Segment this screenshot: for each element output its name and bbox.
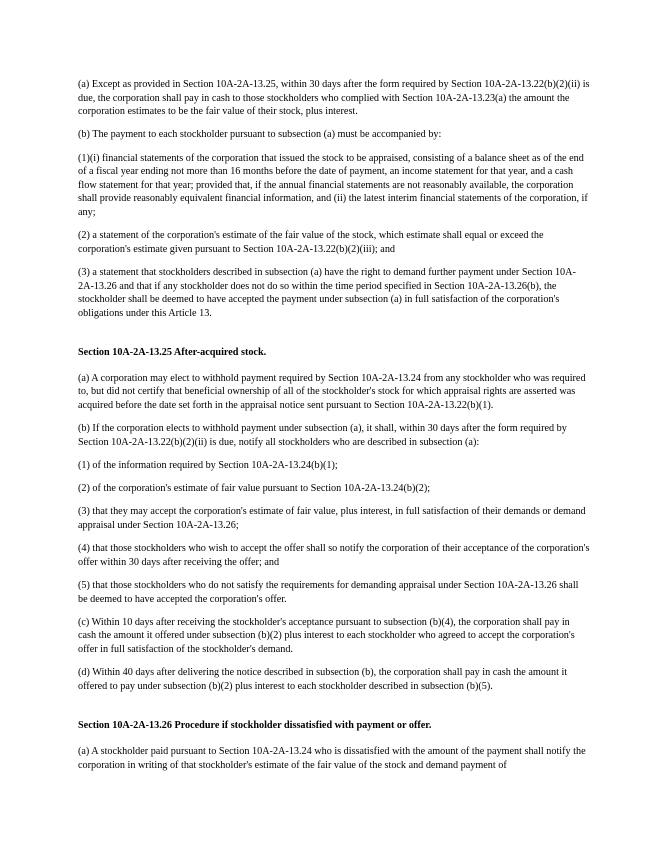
paragraph-b3: (3) a statement that stockholders described in subsection (a) have the right to demand further payment under Section 10A-2A-13.26 and that if any stockholder does not do so within the time period specified in Section 10A-2A-13.26(b), the stockholder shall be deemed to have accepted the payment under subsection (a) in full satisfaction of the corporation's obligations under this Article 13. bbox=[78, 266, 576, 319]
section-13-25-paragraph-d: (d) Within 40 days after delivering the notice described in subsection (b), the corporation shall pay in cash the amount it offered to pay under subsection (b)(2) plus interest to each stockholder described in subsection (b)(5). bbox=[78, 667, 568, 692]
document-page bbox=[78, 78, 590, 782]
section-heading-13-26: Section 10A-2A-13.26 Procedure if stockholder dissatisfied with payment or offer. bbox=[78, 720, 432, 732]
section-13-25-paragraph-b2: (2) of the corporation's estimate of fair value pursuant to Section 10A-2A-13.24(b)(2); bbox=[78, 483, 431, 495]
section-13-25-paragraph-b5: (5) that those stockholders who do not satisfy the requirements for demanding appraisal under Section 10A-2A-13.26 shall be deemed to have accepted the corporation's offer. bbox=[78, 579, 579, 605]
paragraph-a: (a) Except as provided in Section 10A-2A-13.25, within 30 days after the form required by Section 10A-2A-13.22(b)(2)(ii) is due, the corporation shall pay in cash to those stockholders who complied with Section 10A-2A-13.23(a) the amount the corporation estimates to be the fair value of their stock, plus interest. bbox=[78, 79, 590, 118]
paragraph-b1: (1)(i) financial statements of the corporation that issued the stock to be appraised, consisting of a balance sheet as of the end of a fiscal year ending not more than 16 months before the date of payment, an income statement for that year, and a cash flow statement for that year; provided that, if the annual financial statements are not reasonably available, the corporation shall provide reasonably equivalent financial information, and (ii) the latest interim financial statements of the corporation, if any; bbox=[78, 152, 588, 218]
section-13-25-paragraph-c: (c) Within 10 days after receiving the stockholder's acceptance pursuant to subsection (b)(4), the corporation shall pay in cash the amount it offered under subsection (b)(2) plus interest to each stockholder who agreed to accept the corporation's offer in full satisfaction of the stockholder's demand. bbox=[78, 616, 575, 655]
paragraph-b: (b) The payment to each stockholder pursuant to subsection (a) must be accompanied by: bbox=[78, 129, 442, 141]
section-13-26-paragraph-a: (a) A stockholder paid pursuant to Section 10A-2A-13.24 who is dissatisfied with the amount of the payment shall notify the corporation in writing of that stockholder's estimate of the fair value of the stock and demand payment of bbox=[78, 745, 586, 771]
section-13-25-paragraph-b3: (3) that they may accept the corporation's estimate of fair value, plus interest, in full satisfaction of their demands or demand appraisal under Section 10A-2A-13.26; bbox=[78, 506, 586, 531]
section-heading-13-25: Section 10A-2A-13.25 After-acquired stock. bbox=[78, 347, 267, 359]
section-13-25-paragraph-a: (a) A corporation may elect to withhold payment required by Section 10A-2A-13.24 from any stockholder who was required to, but did not certify that beneficial ownership of all of the stockholder's stock for which appraisal rights are asserted was acquired before the date set forth in the appraisal notice sent pursuant to Section 10A-2A-13.22(b)(1). bbox=[78, 372, 586, 412]
section-13-25-paragraph-b4: (4) that those stockholders who wish to accept the offer shall so notify the corporation of their acceptance of the corporation's offer within 30 days after receiving the offer; and bbox=[78, 543, 590, 568]
paragraph-b2: (2) a statement of the corporation's estimate of the fair value of the stock, which estimate shall equal or exceed the corporation's estimate given pursuant to Section 10A-2A-13.22(b)(2)(iii); and bbox=[78, 230, 544, 255]
section-13-25-paragraph-b: (b) If the corporation elects to withhold payment under subsection (a), it shall, within 30 days after the form required by Section 10A-2A-13.22(b)(2)(ii) is due, notify all stockholders who are described in subsection (a): bbox=[78, 423, 567, 448]
section-13-25-paragraph-b1: (1) of the information required by Section 10A-2A-13.24(b)(1); bbox=[78, 460, 338, 472]
